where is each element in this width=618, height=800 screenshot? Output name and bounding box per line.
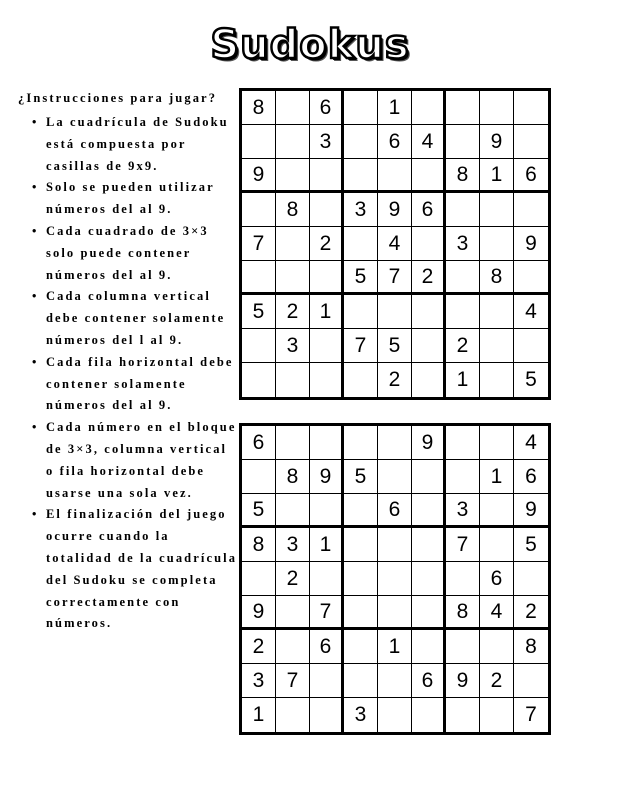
instruction-item: • Cada número en el bloque de 3×3, columna vertical o fila horizontal debe usarse una sola vez. [46, 417, 238, 504]
sudoku-given-cell: 5 [242, 295, 276, 329]
sudoku-given-cell: 6 [310, 630, 344, 664]
sudoku-given-cell: 5 [344, 460, 378, 494]
sudoku-given-cell: 5 [525, 368, 537, 391]
sudoku-empty-cell[interactable] [446, 698, 480, 732]
sudoku-given-cell: 3 [242, 664, 276, 698]
sudoku-empty-cell[interactable] [276, 227, 310, 261]
sudoku-empty-cell[interactable] [514, 329, 548, 363]
sudoku-given-cell: 2 [242, 630, 276, 664]
sudoku-given-cell: 6 [514, 159, 548, 193]
sudoku-empty-cell[interactable] [412, 562, 446, 596]
sudoku-empty-cell[interactable] [480, 698, 514, 732]
sudoku-given-cell: 3 [310, 125, 344, 159]
sudoku-empty-cell[interactable] [480, 426, 514, 460]
sudoku-empty-cell[interactable] [276, 630, 310, 664]
sudoku-empty-cell[interactable] [446, 426, 480, 460]
sudoku-grid-2 [239, 423, 551, 735]
sudoku-empty-cell[interactable] [514, 91, 548, 125]
instruction-item: • Solo se pueden utilizar números del al 9. [46, 177, 238, 221]
sudoku-empty-cell[interactable] [446, 193, 480, 227]
sudoku-given-cell: 8 [276, 460, 310, 494]
sudoku-given-cell: 7 [276, 664, 310, 698]
sudoku-given-cell: 9 [412, 426, 446, 460]
sudoku-given-cell: 5 [514, 528, 548, 562]
sudoku-given-cell: 4 [412, 125, 446, 159]
sudoku-given-cell: 7 [446, 528, 480, 562]
sudoku-empty-cell[interactable] [412, 630, 446, 664]
sudoku-empty-cell[interactable] [242, 193, 276, 227]
sudoku-empty-cell[interactable] [514, 193, 548, 227]
sudoku-empty-cell[interactable] [480, 528, 514, 562]
sudoku-empty-cell[interactable] [242, 329, 276, 363]
sudoku-empty-cell[interactable] [310, 193, 344, 227]
sudoku-empty-cell[interactable] [446, 630, 480, 664]
sudoku-empty-cell[interactable] [242, 460, 276, 494]
sudoku-empty-cell[interactable] [242, 261, 276, 295]
sudoku-given-cell: 4 [378, 227, 412, 261]
sudoku-empty-cell[interactable] [310, 664, 344, 698]
sudoku-given-cell: 6 [514, 460, 548, 494]
sudoku-empty-cell[interactable] [310, 562, 344, 596]
sudoku-given-cell: 1 [378, 91, 412, 125]
sudoku-given-cell: 3 [446, 494, 480, 528]
sudoku-given-cell: 6 [412, 664, 446, 698]
sudoku-given-cell: 9 [480, 125, 514, 159]
instruction-item: • La cuadrícula de Sudoku está compuesta por casillas de 9x9. [46, 112, 238, 177]
sudoku-empty-cell[interactable] [344, 125, 378, 159]
sudoku-empty-cell[interactable] [480, 295, 514, 329]
sudoku-given-cell: 8 [514, 630, 548, 664]
sudoku-given-cell: 6 [480, 562, 514, 596]
sudoku-given-cell: 9 [446, 664, 480, 698]
sudoku-given-cell: 6 [242, 426, 276, 460]
sudoku-given-cell: 2 [310, 227, 344, 261]
sudoku-given-cell: 4 [480, 596, 514, 630]
sudoku-empty-cell[interactable] [378, 460, 412, 494]
sudoku-empty-cell[interactable] [344, 630, 378, 664]
sudoku-empty-cell[interactable] [446, 261, 480, 295]
sudoku-grid-1 [239, 88, 551, 400]
sudoku-empty-cell[interactable] [276, 426, 310, 460]
sudoku-given-cell: 9 [514, 227, 548, 261]
sudoku-empty-cell[interactable] [276, 159, 310, 193]
sudoku-given-cell: 8 [242, 528, 276, 562]
sudoku-empty-cell[interactable] [446, 125, 480, 159]
sudoku-given-cell: 7 [378, 261, 412, 295]
sudoku-given-cell: 2 [480, 664, 514, 698]
sudoku-empty-cell[interactable] [344, 227, 378, 261]
sudoku-empty-cell[interactable] [344, 295, 378, 329]
sudoku-empty-cell[interactable] [480, 630, 514, 664]
sudoku-empty-cell[interactable] [412, 494, 446, 528]
sudoku-given-cell: 2 [378, 363, 412, 397]
sudoku-empty-cell[interactable] [310, 329, 344, 363]
sudoku-empty-cell[interactable] [446, 460, 480, 494]
sudoku-empty-cell[interactable] [412, 295, 446, 329]
sudoku-empty-cell[interactable] [344, 91, 378, 125]
sudoku-given-cell: 1 [446, 363, 480, 397]
sudoku-empty-cell[interactable] [344, 528, 378, 562]
sudoku-given-cell: 9 [378, 193, 412, 227]
sudoku-empty-cell[interactable] [242, 562, 276, 596]
sudoku-given-cell: 3 [276, 329, 310, 363]
sudoku-empty-cell[interactable] [446, 562, 480, 596]
sudoku-empty-cell[interactable] [378, 528, 412, 562]
sudoku-given-cell: 5 [242, 494, 276, 528]
sudoku-given-cell: 3 [446, 227, 480, 261]
sudoku-given-cell: 3 [344, 698, 378, 732]
sudoku-empty-cell[interactable] [412, 159, 446, 193]
sudoku-empty-cell[interactable] [276, 261, 310, 295]
sudoku-given-cell: 9 [242, 159, 276, 193]
sudoku-empty-cell[interactable] [446, 91, 480, 125]
sudoku-empty-cell[interactable] [276, 596, 310, 630]
sudoku-empty-cell[interactable] [480, 91, 514, 125]
sudoku-given-cell: 8 [446, 159, 480, 193]
sudoku-empty-cell[interactable] [378, 295, 412, 329]
sudoku-empty-cell[interactable] [242, 125, 276, 159]
sudoku-given-cell: 2 [412, 261, 446, 295]
sudoku-empty-cell[interactable] [378, 596, 412, 630]
sudoku-empty-cell[interactable] [514, 562, 548, 596]
sudoku-given-cell: 6 [310, 91, 344, 125]
sudoku-empty-cell[interactable] [310, 494, 344, 528]
sudoku-empty-cell[interactable] [412, 698, 446, 732]
sudoku-empty-cell[interactable] [514, 125, 548, 159]
sudoku-given-cell: 2 [514, 596, 548, 630]
sudoku-empty-cell[interactable] [480, 363, 514, 397]
sudoku-empty-cell[interactable] [344, 596, 378, 630]
sudoku-empty-cell[interactable] [378, 426, 412, 460]
sudoku-given-cell: 1 [480, 159, 514, 193]
sudoku-given-cell: 9 [514, 494, 548, 528]
sudoku-given-cell: 6 [378, 494, 412, 528]
sudoku-empty-cell[interactable] [446, 295, 480, 329]
sudoku-empty-cell[interactable] [480, 329, 514, 363]
sudoku-empty-cell[interactable] [310, 426, 344, 460]
sudoku-empty-cell[interactable] [344, 159, 378, 193]
sudoku-given-cell: 7 [310, 596, 344, 630]
sudoku-given-cell: 2 [446, 329, 480, 363]
sudoku-given-cell: 1 [310, 528, 344, 562]
instruction-item: • El finalización del juego ocurre cuando la totalidad de la cuadrícula del Sudoku se completa correctamente con números. [46, 504, 238, 635]
sudoku-empty-cell[interactable] [378, 562, 412, 596]
sudoku-given-cell: 3 [276, 528, 310, 562]
instructions-list [18, 112, 238, 635]
sudoku-empty-cell[interactable] [412, 596, 446, 630]
sudoku-given-cell: 8 [276, 193, 310, 227]
sudoku-given-cell: 7 [525, 703, 537, 726]
sudoku-given-cell: 2 [276, 562, 310, 596]
sudoku-empty-cell[interactable] [310, 363, 344, 397]
sudoku-given-cell: 1 [480, 460, 514, 494]
sudoku-empty-cell[interactable] [276, 698, 310, 732]
sudoku-empty-cell[interactable] [480, 494, 514, 528]
sudoku-given-cell: 7 [242, 227, 276, 261]
sudoku-given-cell: 1 [310, 295, 344, 329]
sudoku-empty-cell[interactable] [480, 193, 514, 227]
sudoku-given-cell: 8 [242, 91, 276, 125]
sudoku-empty-cell[interactable] [412, 227, 446, 261]
sudoku-empty-cell[interactable] [344, 562, 378, 596]
sudoku-empty-cell[interactable] [412, 329, 446, 363]
sudoku-given-cell: 9 [242, 596, 276, 630]
sudoku-empty-cell[interactable] [344, 363, 378, 397]
sudoku-empty-cell[interactable] [310, 159, 344, 193]
instruction-item: • Cada fila horizontal debe contener solamente números del al 9. [46, 352, 238, 417]
sudoku-empty-cell[interactable] [412, 363, 446, 397]
sudoku-empty-cell[interactable] [412, 460, 446, 494]
sudoku-empty-cell[interactable] [276, 494, 310, 528]
sudoku-empty-cell[interactable] [344, 426, 378, 460]
sudoku-given-cell: 4 [514, 295, 548, 329]
instruction-item: • Cada cuadrado de 3×3 solo puede contener números del al 9. [46, 221, 238, 286]
sudoku-given-cell: 4 [514, 426, 548, 460]
sudoku-empty-cell[interactable] [480, 227, 514, 261]
sudoku-empty-cell[interactable] [514, 261, 548, 295]
page-title: Sudokus [210, 22, 410, 68]
sudoku-empty-cell[interactable] [412, 91, 446, 125]
instructions-heading: ¿Instrucciones para jugar? [18, 91, 218, 105]
sudoku-given-cell: 2 [276, 295, 310, 329]
sudoku-given-cell: 8 [480, 261, 514, 295]
sudoku-empty-cell[interactable] [276, 363, 310, 397]
instructions-panel [18, 88, 238, 635]
sudoku-empty-cell[interactable] [310, 698, 344, 732]
instruction-item: • Cada columna vertical debe contener solamente números del l al 9. [46, 286, 238, 351]
sudoku-empty-cell[interactable] [378, 698, 412, 732]
sudoku-empty-cell[interactable] [276, 91, 310, 125]
sudoku-given-cell: 1 [242, 698, 276, 732]
sudoku-given-cell: 5 [378, 329, 412, 363]
sudoku-given-cell: 5 [344, 261, 378, 295]
sudoku-given-cell: 6 [412, 193, 446, 227]
sudoku-given-cell: 6 [378, 125, 412, 159]
sudoku-empty-cell[interactable] [514, 664, 548, 698]
sudoku-given-cell: 3 [344, 193, 378, 227]
sudoku-given-cell: 7 [344, 329, 378, 363]
sudoku-given-cell: 8 [446, 596, 480, 630]
sudoku-empty-cell[interactable] [242, 363, 276, 397]
sudoku-given-cell: 9 [310, 460, 344, 494]
sudoku-empty-cell[interactable] [310, 261, 344, 295]
sudoku-empty-cell[interactable] [344, 664, 378, 698]
sudoku-empty-cell[interactable] [344, 494, 378, 528]
sudoku-given-cell: 1 [378, 630, 412, 664]
sudoku-empty-cell[interactable] [276, 125, 310, 159]
sudoku-empty-cell[interactable] [412, 528, 446, 562]
sudoku-empty-cell[interactable] [378, 159, 412, 193]
sudoku-empty-cell[interactable] [378, 664, 412, 698]
